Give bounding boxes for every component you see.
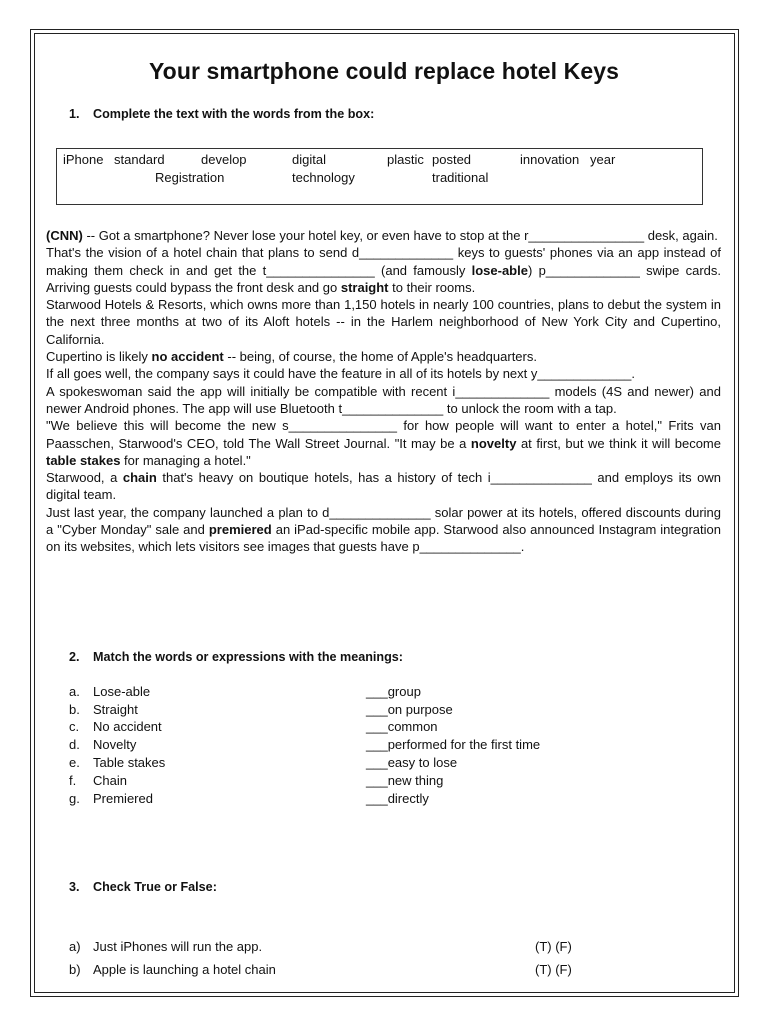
match-letter: f. [69,773,77,788]
match-word: Straight [93,702,138,717]
article-paragraph-5 [46,365,721,382]
section-3-number: 3. [69,880,80,894]
match-letter: c. [69,719,80,734]
true-false-item [69,939,263,954]
article-paragraph-7 [46,417,721,469]
match-meaning: ___new thing [366,773,444,788]
keyword-novelty: novelty [470,435,517,451]
article-paragraph-3 [46,296,721,348]
box-word-iphone: iPhone [63,152,104,167]
true-false-choice: (T) (F) [535,939,572,954]
true-false-choice: (T) (F) [535,962,572,977]
article-paragraph-1 [46,227,721,244]
match-meaning: ___on purpose [366,702,453,717]
article-text-run: A spokeswoman said the app will initially be compatible with recent i_____________ models (4S and newer) and newer Android phones. The app will use Bluetooth t______________ to unlock the room with a tap. [46,383,721,416]
article-text-run: at first, but we think it will become [516,435,721,451]
article-text-run: -- Got a smartphone? Never lose your hotel key, or even have to stop at the r________________ desk, again. [82,228,718,243]
article-text-run: to their rooms. [388,279,476,295]
keyword-no-accident: no accident [151,349,224,365]
box-word-innovation: innovation [520,152,580,167]
match-letter: d. [69,737,80,752]
article-text-run: that's heavy on boutique hotels, has a history of tech i______________ and employs its own digital team. [46,470,721,503]
article-paragraph-9 [46,504,721,556]
article-text-run: That's the vision of a hotel chain that plans to send d_____________ keys to guests' phones via an app instead of making them check in and get the t_______________ (and famously [46,245,721,278]
match-letter: e. [69,755,80,770]
article-text [46,227,721,556]
match-word: Table stakes [93,755,166,770]
keyword-straight: straight [340,279,389,295]
box-word-technology: technology [292,170,355,185]
article-text-run: If all goes well, the company says it could have the feature in all of its hotels by next y_____________. [46,366,635,382]
box-word-registration: Registration [155,170,225,185]
article-text-run: Cupertino is likely [46,349,152,365]
section-1-heading [69,107,374,121]
section-2-heading [69,650,403,664]
word-box [56,148,703,205]
section-2-number: 2. [69,650,80,664]
box-word-develop: develop [201,152,247,167]
article-paragraph-6 [46,383,721,418]
match-word: Lose-able [93,684,151,699]
match-word: Novelty [93,737,137,752]
keyword-premiered: premiered [208,522,272,538]
box-word-digital: digital [292,152,326,167]
article-text-run: -- being, of course, the home of Apple's headquarters. [223,349,537,365]
article-text-run: ) p_____________ swipe cards. Arriving guests could bypass the front desk and go [46,262,721,295]
article-text-run: for managing a hotel." [120,452,251,468]
section-2-heading-text: Match the words or expressions with the meanings: [93,650,404,664]
article-paragraph-4 [46,348,721,365]
box-word-year: year [590,152,616,167]
match-letter: b. [69,702,80,717]
section-1-number: 1. [69,107,80,121]
article-paragraph-2 [46,244,721,296]
section-3-heading [69,880,217,894]
article-text-run: Starwood Hotels & Resorts, which owns more than 1,150 hotels in nearly 100 countries, plans to debut the system in the next three months at two of its Aloft hotels -- in the Harlem neighborhood of New York City and Cupertino, California. [46,297,721,347]
section-3-heading-text: Check True or False: [93,880,217,894]
box-word-posted: posted [432,152,472,167]
article-text-run: Starwood, a [46,470,123,486]
true-false-statement: Apple is launching a hotel chain [93,962,276,977]
box-word-plastic: plastic [387,152,424,167]
true-false-label: b) [69,962,81,977]
match-meaning: ___directly [366,791,429,806]
match-word: No accident [93,719,162,734]
worksheet-title: Your smartphone could replace hotel Keys [148,58,620,84]
match-meaning: ___common [366,719,438,734]
true-false-statement: Just iPhones will run the app. [93,939,263,954]
section-1-heading-text: Complete the text with the words from the box: [93,107,375,121]
match-meaning: ___group [366,684,421,699]
article-text-run: "We believe this will become the new s_______________ for how people will want to enter a hotel," Frits van Paasschen, Starwood's CEO, told The Wall Street Journal. "It may be a [46,418,721,451]
article-paragraph-8 [46,469,721,504]
true-false-item [69,962,276,977]
match-word: Premiered [93,791,153,806]
keyword-lose-able: lose-able [471,262,528,278]
match-letter: a. [69,684,80,699]
article-source: (CNN) [46,228,83,243]
keyword-table-stakes: table stakes [46,452,121,468]
box-word-traditional: traditional [432,170,489,185]
match-meaning: ___performed for the first time [366,737,541,752]
box-word-standard: standard [114,152,165,167]
match-meaning: ___easy to lose [366,755,458,770]
article-text-run: an iPad-specific mobile app. Starwood also announced Instagram integration on its websites, which lets visitors see images that guests have p______________. [46,522,721,555]
keyword-chain: chain [122,470,157,486]
match-word: Chain [93,773,127,788]
match-letter: g. [69,791,80,806]
true-false-label: a) [69,939,81,954]
article-text-run: Just last year, the company launched a plan to d______________ solar power at its hotels, offered discounts during a "Cyber Monday" sale and [46,504,721,538]
